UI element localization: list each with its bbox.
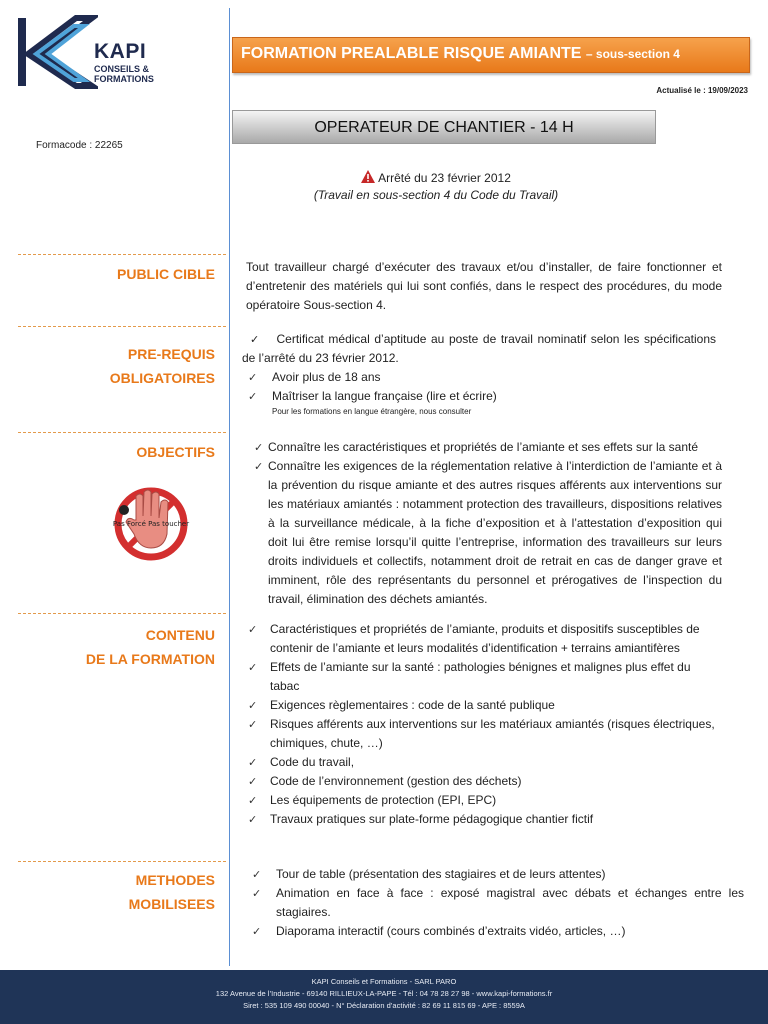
stop-hand-text: Pas Forcé Pas toucher bbox=[112, 520, 190, 528]
footer bbox=[0, 970, 768, 1024]
list-item: ✓ Effets de l’amiante sur la santé : pathologies bénignes et malignes plus effet du tabac bbox=[244, 658, 722, 696]
separator bbox=[18, 613, 226, 614]
footer-address: 132 Avenue de l’Industrie - 69140 RILLIEUX-LA-PAPE - Tél : 04 78 28 27 98 - www.kapi-formations.fr bbox=[215, 989, 553, 998]
list-item: ✓ Certificat médical d’aptitude au poste de travail nominatif selon les spécifications de l’arrêté du 23 février 2012. bbox=[242, 332, 717, 365]
public-text: Tout travailleur chargé d’exécuter des travaux et/ou d’installer, de faire fonctionner et d’entretenir des matériels qui lui sont confiés, dans le respect des procédures, du mode opératoire Sous-section 4. bbox=[246, 260, 722, 312]
kapi-k-logo-icon bbox=[14, 14, 98, 90]
list-item: ✓ Avoir plus de 18 ans bbox=[242, 368, 716, 387]
vertical-rule bbox=[229, 8, 230, 966]
list-item: ✓ Risques afférents aux interventions sur les matériaux amiantés (risques électriques, chimiques, chute, …) bbox=[244, 715, 722, 753]
section-label-methodes: METHODES MOBILISEES bbox=[128, 872, 215, 912]
list-item: ✓ Connaître les caractéristiques et propriétés de l’amiante et ses effets sur la santé bbox=[250, 438, 722, 457]
separator bbox=[18, 861, 226, 862]
updated-date: Actualisé le : 19/09/2023 bbox=[656, 86, 748, 95]
kapi-logo bbox=[14, 14, 174, 92]
arrete-line-2: (Travail en sous-section 4 du Code du Travail) bbox=[313, 188, 559, 202]
list-item: ✓ Caractéristiques et propriétés de l’amiante, produits et dispositifs susceptibles de contenir de l’amiante et leurs modalités d’identification + terrains amiantifères bbox=[244, 620, 722, 658]
prerequis-note: Pour les formations en langue étrangère, nous consulter bbox=[272, 407, 472, 416]
arrete-block bbox=[232, 170, 640, 203]
separator bbox=[18, 432, 226, 433]
formacode: Formacode : 22265 bbox=[36, 140, 123, 151]
list-item: ✓ Diaporama interactif (cours combinés d’extraits vidéo, articles, …) bbox=[246, 922, 744, 941]
contenu-list bbox=[244, 620, 722, 829]
list-item: ✓ Tour de table (présentation des stagiaires et de leurs attentes) bbox=[246, 865, 744, 884]
list-item: ✓ Maîtriser la langue française (lire et écrire) bbox=[242, 387, 716, 406]
list-item: ✓ Animation en face à face : exposé magistral avec débats et échanges entre les stagiaires. bbox=[246, 884, 744, 922]
list-item: ✓ Exigences règlementaires : code de la santé publique bbox=[244, 696, 722, 715]
warning-icon bbox=[361, 170, 375, 187]
footer-legal: Siret : 535 109 490 00040 - N° Déclaration d’activité : 82 69 11 815 69 - APE : 8559A bbox=[243, 1001, 525, 1010]
methodes-list bbox=[246, 865, 744, 941]
list-item: ✓ Connaître les exigences de la réglementation relative à l’interdiction de l’amiante et à la prévention du risque amiante et des autres risques afférents aux interventions sur les matériaux amiantés : notamment protection des travailleurs, dispositions relatives à la surveillance médicale, à la fiche d’exposition et à l’attestation d’exposition qui doit lui être remise lorsqu’il quitte l’entreprise, information des travailleurs sur leurs droits individuels et collectifs, notamment droit de retrait en cas de danger grave et imminent, rôle des représentants du personnel et prérogatives de l’inspection du travail, élimination des déchets amiantés. bbox=[250, 457, 722, 609]
list-item: ✓ Les équipements de protection (EPI, EPC) bbox=[244, 791, 722, 810]
section-label-objectifs: OBJECTIFS bbox=[136, 444, 215, 460]
objectifs-list bbox=[250, 438, 722, 609]
section-label-public: PUBLIC CIBLE bbox=[117, 266, 215, 282]
stop-hand-image bbox=[112, 482, 190, 562]
section-label-contenu: CONTENU DE LA FORMATION bbox=[85, 627, 215, 667]
title-sub: – sous-section 4 bbox=[585, 47, 680, 61]
title-banner bbox=[232, 37, 750, 73]
logo-brand: KAPI bbox=[94, 40, 147, 63]
operator-title: OPERATEUR DE CHANTIER - 14 H bbox=[232, 110, 656, 144]
arrete-line-1: Arrêté du 23 février 2012 bbox=[378, 171, 511, 185]
list-item: ✓ Travaux pratiques sur plate-forme pédagogique chantier fictif bbox=[244, 810, 722, 829]
prerequis-list bbox=[242, 330, 716, 418]
title-main: FORMATION PREALABLE RISQUE AMIANTE bbox=[241, 45, 582, 62]
logo-line-2: FORMATIONS bbox=[94, 74, 154, 84]
logo-line-1: CONSEILS & bbox=[94, 64, 150, 74]
list-item: ✓ Code du travail, bbox=[244, 753, 722, 772]
list-item: ✓ Code de l’environnement (gestion des déchets) bbox=[244, 772, 722, 791]
separator bbox=[18, 326, 226, 327]
separator bbox=[18, 254, 226, 255]
footer-company: KAPI Conseils et Formations - SARL PARO bbox=[311, 977, 457, 986]
section-label-prerequis: PRE-REQUIS OBLIGATOIRES bbox=[109, 346, 215, 386]
